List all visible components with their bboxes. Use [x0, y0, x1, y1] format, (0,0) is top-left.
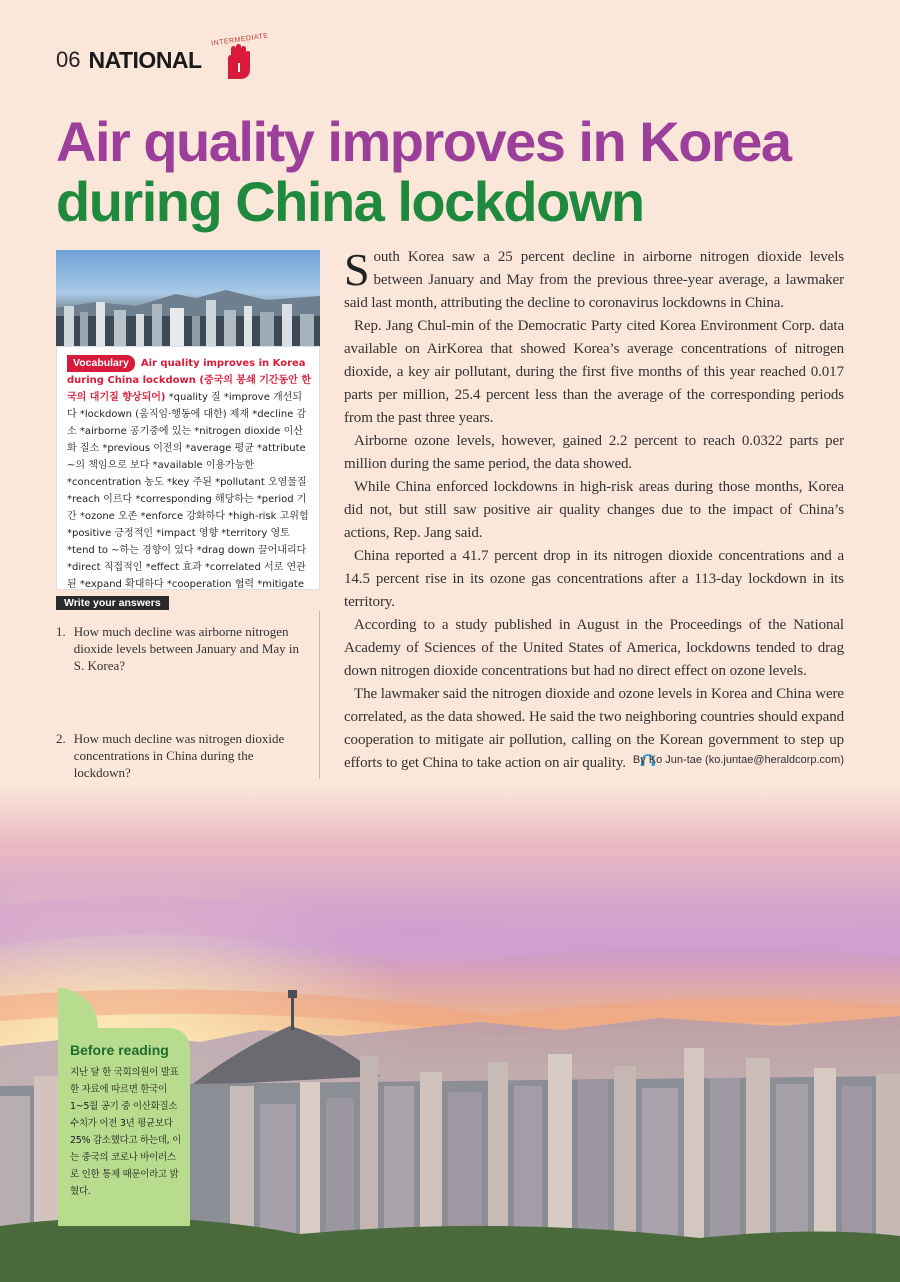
- vocabulary-box: [56, 346, 320, 590]
- svg-text:I: I: [236, 60, 241, 75]
- article-body: [344, 246, 844, 775]
- article-paragraph: The lawmaker said the nitrogen dioxide and ozone levels in Korea and China were correlated, as the data showed. He said the two neighboring countries should expand cooperation to mitigate air pollution, calling on the Korean government to step up efforts to get China to take action on air quality.: [344, 683, 844, 775]
- question-text: How much decline was nitrogen dioxide concentrations in China during the lockdown?: [73, 731, 285, 780]
- article-paragraph: China reported a 41.7 percent drop in its nitrogen dioxide concentrations and a 14.5 percent rise in its ozone gas concentrations after a 113-day lockdown in its territory.: [344, 548, 844, 610]
- before-reading-title: Before reading: [70, 1042, 169, 1058]
- write-answers-tag: Write your answers: [56, 596, 169, 610]
- drop-cap: S: [344, 244, 370, 295]
- headline: [56, 112, 856, 232]
- question-item: [56, 623, 309, 674]
- answers-section: [56, 611, 320, 779]
- page-number: 06: [56, 47, 81, 72]
- byline: By Ko Jun-tae (ko.juntae@heraldcorp.com): [632, 754, 844, 766]
- article-paragraph: South Korea saw a 25 percent decline in airborne nitrogen dioxide levels between January and May from the previous three-year average, a lawmaker said last month, attributing the decline to coronavirus lockdowns in China.: [344, 244, 844, 311]
- sidebar-column: [56, 250, 320, 779]
- question-text: How much decline was airborne nitrogen dioxide levels between January and May in S. Korea?: [73, 624, 300, 673]
- vocabulary-tag: Vocabulary: [67, 355, 135, 372]
- level-badge: [210, 32, 269, 83]
- section-title: NATIONAL: [88, 46, 202, 73]
- before-reading-box: [58, 1028, 190, 1226]
- article-paragraph: Rep. Jang Chul-min of the Democratic Party cited Korea Environment Corp. data available on AirKorea that showed Korea’s average concentrations of nitrogen dioxide, a key air pollutant, during the first five months of this year reached 0.017 parts per million, 25.4 percent less than the average of the corresponding periods from the past three years.: [344, 318, 844, 426]
- question-number: 2.: [56, 731, 66, 746]
- level-label: INTERMEDIATE: [210, 32, 269, 48]
- before-reading-text: 지난 달 한 국회의원이 발표한 자료에 따르면 한국이 1~5월 공기 중 이산화질소 수치가 이전 3년 평균보다 25% 감소했다고 하는데, 이는 중국의 코로나 바이러스로 인한 통제 때문이라고 밝혔다.: [70, 1067, 181, 1197]
- question-item: [56, 730, 309, 781]
- headline-line-1: Air quality improves in Korea: [56, 110, 791, 173]
- article-paragraph: Airborne ozone levels, however, gained 2.2 percent to reach 0.0322 parts per million during the same period, the data showed.: [344, 433, 844, 472]
- article-paragraph: While China enforced lockdowns in high-risk areas during those months, Korea did not, but still saw positive air quality changes due to the impact of China’s actions, Rep. Jang said.: [344, 479, 844, 541]
- page-header: [56, 32, 269, 80]
- vocabulary-heading: Air quality improves in Korea during China lockdown (중국의 봉쇄 기간동안 한국의 대기질 향상되어): [67, 358, 311, 403]
- headline-line-2: during China lockdown: [56, 170, 644, 233]
- question-number: 1.: [56, 624, 66, 639]
- seoul-skyline-photo: [56, 250, 320, 346]
- vocabulary-body: *quality 질 *improve 개선되다 *lockdown (움직임·행동에 대한) 제재 *decline 감소 *airborne 공기중에 있는 *nitrogen dioxide 이산화 질소 *previous 이전의 *average 평균 *attribute ~의 책임으로 보다 *available 이용가능한 *concentration 농도 *key 주된 *pollutant 오염물질 *reach 이르다 *corresponding 해당하는 *period 기간 *ozone 오존 *enforce 강화하다 *high-risk 고위험 *positive 긍정적인 *impact 영향 *territory 영토 *tend to ~하는 경향이 있다 *drag down 끌어내리다 *direct 직접적인 *effect 효과 *correlated 서로 연관된 *expand 확대하다 *cooperation 협력 *mitigate: [67, 392, 309, 590]
- article-paragraph: According to a study published in August in the Proceedings of the National Academy of Sciences of the United States of America, lockdowns tended to drag down nitrogen dioxide concentrations but had no direct effect on ozone levels.: [344, 617, 844, 679]
